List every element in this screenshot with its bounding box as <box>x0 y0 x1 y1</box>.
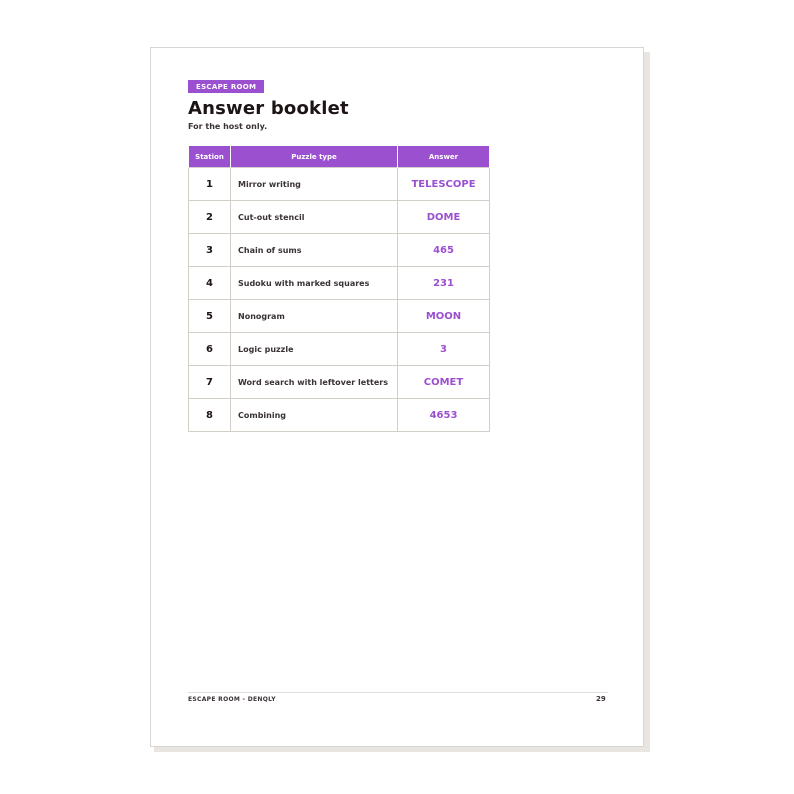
answer: DOME <box>398 201 490 234</box>
station-number: 4 <box>189 267 231 300</box>
station-number: 2 <box>189 201 231 234</box>
page-subtitle: For the host only. <box>188 122 268 131</box>
station-number: 5 <box>189 300 231 333</box>
puzzle-type: Logic puzzle <box>231 333 398 366</box>
table-row <box>189 300 490 333</box>
station-number: 3 <box>189 234 231 267</box>
answer: 231 <box>398 267 490 300</box>
page-number: 29 <box>596 695 606 703</box>
answer: MOON <box>398 300 490 333</box>
station-number: 1 <box>189 168 231 201</box>
answer: COMET <box>398 366 490 399</box>
station-number: 7 <box>189 366 231 399</box>
table-row <box>189 366 490 399</box>
table-header-row <box>189 146 490 168</box>
column-header-station: Station <box>189 146 231 168</box>
station-number: 8 <box>189 399 231 432</box>
answer: 465 <box>398 234 490 267</box>
footer-text: ESCAPE ROOM - DENQLY <box>188 696 276 703</box>
column-header-answer: Answer <box>398 146 490 168</box>
table-row <box>189 399 490 432</box>
puzzle-type: Mirror writing <box>231 168 398 201</box>
puzzle-type: Cut-out stencil <box>231 201 398 234</box>
column-header-puzzle-type: Puzzle type <box>231 146 398 168</box>
puzzle-type: Sudoku with marked squares <box>231 267 398 300</box>
puzzle-type: Nonogram <box>231 300 398 333</box>
table-row <box>189 234 490 267</box>
table-row <box>189 267 490 300</box>
answer: 4653 <box>398 399 490 432</box>
station-number: 6 <box>189 333 231 366</box>
puzzle-type: Word search with leftover letters <box>231 366 398 399</box>
puzzle-type: Chain of sums <box>231 234 398 267</box>
table-row <box>189 201 490 234</box>
page-title: Answer booklet <box>188 98 349 119</box>
answer-table <box>188 146 490 432</box>
table-row <box>189 333 490 366</box>
section-tag: ESCAPE ROOM <box>188 80 264 93</box>
answer: 3 <box>398 333 490 366</box>
footer-divider <box>188 692 608 693</box>
puzzle-type: Combining <box>231 399 398 432</box>
answer: TELESCOPE <box>398 168 490 201</box>
document-page <box>150 47 644 747</box>
table-row <box>189 168 490 201</box>
